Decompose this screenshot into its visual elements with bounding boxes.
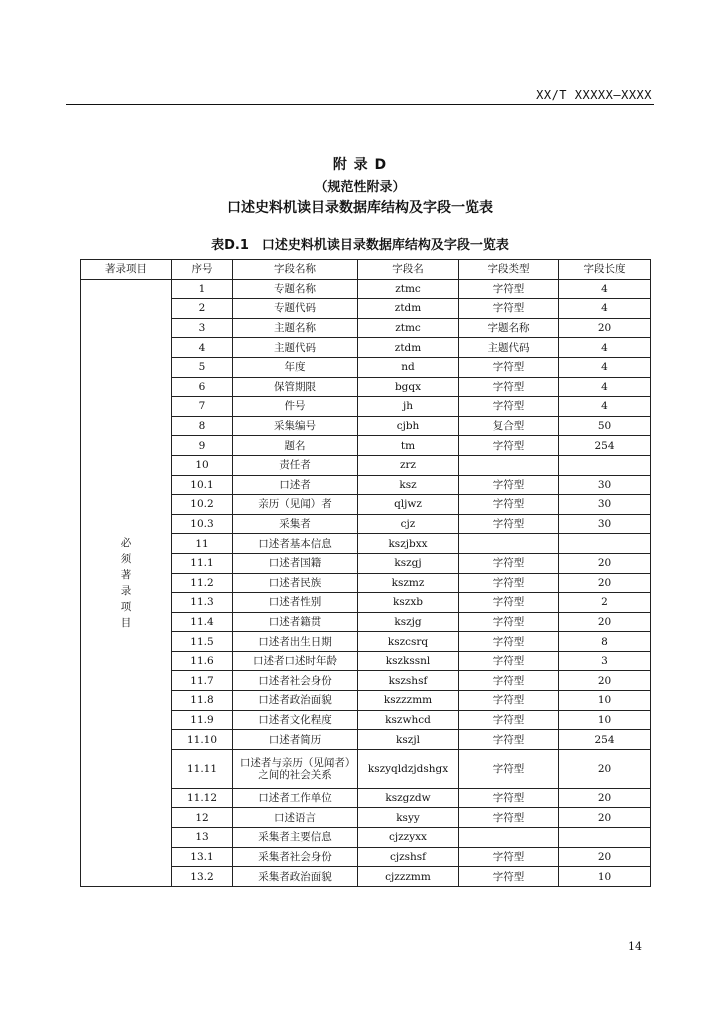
table-row xyxy=(81,279,651,299)
field-type-cell: 字符型 xyxy=(459,749,559,788)
field-type-cell: 字符型 xyxy=(459,514,559,534)
field-type-cell: 字符型 xyxy=(459,671,559,691)
field-type-cell: 复合型 xyxy=(459,416,559,436)
serial-number-cell: 11.11 xyxy=(172,749,233,788)
field-table xyxy=(80,259,651,887)
serial-number-cell: 8 xyxy=(172,416,233,436)
field-type-cell: 字符型 xyxy=(459,553,559,573)
field-name-cell: ztmc xyxy=(358,279,459,299)
field-title-cell: 专题代码 xyxy=(233,299,358,319)
field-name-cell: cjzshsf xyxy=(358,847,459,867)
field-name-cell: kszcsrq xyxy=(358,632,459,652)
group-label: 必须著录项目 xyxy=(120,536,132,629)
field-length-cell: 30 xyxy=(559,514,651,534)
serial-number-cell: 13.2 xyxy=(172,867,233,887)
field-length-cell xyxy=(559,534,651,554)
field-title-cell: 题名 xyxy=(233,436,358,456)
serial-number-cell: 11.10 xyxy=(172,730,233,750)
serial-number-cell: 9 xyxy=(172,436,233,456)
field-title-cell: 主题代码 xyxy=(233,338,358,358)
header-rule xyxy=(66,104,654,105)
field-length-cell: 4 xyxy=(559,279,651,299)
serial-number-cell: 6 xyxy=(172,377,233,397)
header-cell: 字段名称 xyxy=(233,260,358,280)
field-type-cell: 字符型 xyxy=(459,357,559,377)
serial-number-cell: 5 xyxy=(172,357,233,377)
field-name-cell: kszwhcd xyxy=(358,710,459,730)
field-title-cell: 专题名称 xyxy=(233,279,358,299)
field-type-cell: 字符型 xyxy=(459,730,559,750)
field-length-cell: 10 xyxy=(559,867,651,887)
field-length-cell: 8 xyxy=(559,632,651,652)
field-title-cell: 口述者简历 xyxy=(233,730,358,750)
field-type-cell: 字符型 xyxy=(459,867,559,887)
serial-number-cell: 11.8 xyxy=(172,691,233,711)
field-name-cell: cjzzyxx xyxy=(358,828,459,848)
field-length-cell: 30 xyxy=(559,475,651,495)
serial-number-cell: 10.1 xyxy=(172,475,233,495)
serial-number-cell: 11.1 xyxy=(172,553,233,573)
field-length-cell: 3 xyxy=(559,651,651,671)
field-length-cell: 20 xyxy=(559,671,651,691)
field-length-cell: 20 xyxy=(559,612,651,632)
field-type-cell: 字符型 xyxy=(459,612,559,632)
field-type-cell: 字符型 xyxy=(459,397,559,417)
field-length-cell: 30 xyxy=(559,495,651,515)
field-title-cell: 责任者 xyxy=(233,455,358,475)
serial-number-cell: 11.5 xyxy=(172,632,233,652)
appendix-title: 附 录 D xyxy=(332,157,388,173)
field-title-cell: 口述语言 xyxy=(233,808,358,828)
field-name-cell: kszxb xyxy=(358,593,459,613)
field-title-cell: 采集者主要信息 xyxy=(233,828,358,848)
header-cell: 著录项目 xyxy=(81,260,172,280)
serial-number-cell: 11.6 xyxy=(172,651,233,671)
field-name-cell: cjz xyxy=(358,514,459,534)
serial-number-cell: 11.9 xyxy=(172,710,233,730)
field-length-cell xyxy=(559,455,651,475)
field-type-cell: 字符型 xyxy=(459,593,559,613)
field-name-cell: ksz xyxy=(358,475,459,495)
field-type-cell xyxy=(459,828,559,848)
field-name-cell: kszjbxx xyxy=(358,534,459,554)
field-title-cell: 采集者 xyxy=(233,514,358,534)
field-type-cell: 字符型 xyxy=(459,847,559,867)
field-name-cell: tm xyxy=(358,436,459,456)
field-title-cell: 口述者 xyxy=(233,475,358,495)
appendix-subtitle: （规范性附录） xyxy=(314,180,406,195)
field-type-cell: 字符型 xyxy=(459,495,559,515)
field-type-cell: 字符型 xyxy=(459,279,559,299)
header-cell: 字段长度 xyxy=(559,260,651,280)
field-title-cell: 采集编号 xyxy=(233,416,358,436)
header-cell: 序号 xyxy=(172,260,233,280)
field-type-cell: 字题名称 xyxy=(459,318,559,338)
table-body xyxy=(81,279,651,886)
field-name-cell: kszyqldzjdshgx xyxy=(358,749,459,788)
field-title-cell: 口述者工作单位 xyxy=(233,788,358,808)
serial-number-cell: 11.3 xyxy=(172,593,233,613)
field-name-cell: kszjl xyxy=(358,730,459,750)
field-length-cell: 20 xyxy=(559,318,651,338)
field-length-cell: 10 xyxy=(559,710,651,730)
serial-number-cell: 12 xyxy=(172,808,233,828)
field-name-cell: kszjg xyxy=(358,612,459,632)
field-name-cell: ksyy xyxy=(358,808,459,828)
serial-number-cell: 1 xyxy=(172,279,233,299)
field-type-cell xyxy=(459,455,559,475)
field-type-cell: 字符型 xyxy=(459,632,559,652)
field-name-cell: zrz xyxy=(358,455,459,475)
field-type-cell: 字符型 xyxy=(459,436,559,456)
field-length-cell: 20 xyxy=(559,749,651,788)
field-title-cell: 采集者政治面貌 xyxy=(233,867,358,887)
field-type-cell: 字符型 xyxy=(459,573,559,593)
field-name-cell: kszgzdw xyxy=(358,788,459,808)
field-title-cell: 口述者社会身份 xyxy=(233,671,358,691)
serial-number-cell: 2 xyxy=(172,299,233,319)
field-length-cell: 254 xyxy=(559,730,651,750)
document-code: XX/T XXXXX—XXXX xyxy=(536,88,652,102)
serial-number-cell: 13.1 xyxy=(172,847,233,867)
field-length-cell: 254 xyxy=(559,436,651,456)
field-name-cell: kszzzmm xyxy=(358,691,459,711)
table-header-row xyxy=(81,260,651,280)
serial-number-cell: 4 xyxy=(172,338,233,358)
field-length-cell: 4 xyxy=(559,357,651,377)
field-type-cell: 字符型 xyxy=(459,808,559,828)
serial-number-cell: 11 xyxy=(172,534,233,554)
field-title-cell: 口述者文化程度 xyxy=(233,710,358,730)
serial-number-cell: 11.7 xyxy=(172,671,233,691)
field-length-cell: 20 xyxy=(559,808,651,828)
serial-number-cell: 13 xyxy=(172,828,233,848)
field-title-cell: 口述者民族 xyxy=(233,573,358,593)
field-name-cell: qljwz xyxy=(358,495,459,515)
field-title-cell: 口述者出生日期 xyxy=(233,632,358,652)
field-name-cell: cjzzzmm xyxy=(358,867,459,887)
serial-number-cell: 10.3 xyxy=(172,514,233,534)
serial-number-cell: 3 xyxy=(172,318,233,338)
field-name-cell: nd xyxy=(358,357,459,377)
field-title-cell: 口述者基本信息 xyxy=(233,534,358,554)
field-type-cell: 字符型 xyxy=(459,299,559,319)
field-name-cell: ztdm xyxy=(358,299,459,319)
field-name-cell: jh xyxy=(358,397,459,417)
field-name-cell: kszmz xyxy=(358,573,459,593)
field-type-cell: 字符型 xyxy=(459,475,559,495)
field-title-cell: 保管期限 xyxy=(233,377,358,397)
field-length-cell: 2 xyxy=(559,593,651,613)
appendix-name: 口述史料机读目录数据库结构及字段一览表 xyxy=(227,200,493,216)
field-name-cell: kszgj xyxy=(358,553,459,573)
table-caption: 表D.1 口述史料机读目录数据库结构及字段一览表 xyxy=(211,238,509,253)
page-number: 14 xyxy=(628,940,642,953)
field-length-cell: 20 xyxy=(559,573,651,593)
field-title-cell: 采集者社会身份 xyxy=(233,847,358,867)
field-name-cell: cjbh xyxy=(358,416,459,436)
serial-number-cell: 11.2 xyxy=(172,573,233,593)
serial-number-cell: 11.12 xyxy=(172,788,233,808)
field-title-cell: 件号 xyxy=(233,397,358,417)
field-length-cell: 4 xyxy=(559,377,651,397)
field-title-cell: 口述者国籍 xyxy=(233,553,358,573)
field-title-cell: 年度 xyxy=(233,357,358,377)
field-type-cell: 字符型 xyxy=(459,710,559,730)
field-name-cell: ztmc xyxy=(358,318,459,338)
field-name-cell: kszkssnl xyxy=(358,651,459,671)
serial-number-cell: 7 xyxy=(172,397,233,417)
field-name-cell: bgqx xyxy=(358,377,459,397)
field-title-cell: 口述者口述时年龄 xyxy=(233,651,358,671)
field-type-cell: 字符型 xyxy=(459,691,559,711)
header-cell: 字段名 xyxy=(358,260,459,280)
field-title-cell: 口述者与亲历（见闻者）之间的社会关系 xyxy=(233,749,358,788)
field-length-cell: 20 xyxy=(559,788,651,808)
serial-number-cell: 10.2 xyxy=(172,495,233,515)
field-length-cell: 4 xyxy=(559,299,651,319)
field-length-cell: 10 xyxy=(559,691,651,711)
serial-number-cell: 10 xyxy=(172,455,233,475)
field-type-cell xyxy=(459,534,559,554)
field-name-cell: kszshsf xyxy=(358,671,459,691)
field-length-cell: 4 xyxy=(559,397,651,417)
field-length-cell: 50 xyxy=(559,416,651,436)
field-title-cell: 口述者籍贯 xyxy=(233,612,358,632)
group-label-cell xyxy=(81,279,172,886)
field-type-cell: 字符型 xyxy=(459,788,559,808)
serial-number-cell: 11.4 xyxy=(172,612,233,632)
field-title-cell: 口述者政治面貌 xyxy=(233,691,358,711)
field-length-cell: 20 xyxy=(559,847,651,867)
field-title-cell: 亲历（见闻）者 xyxy=(233,495,358,515)
header-cell: 字段类型 xyxy=(459,260,559,280)
field-type-cell: 主题代码 xyxy=(459,338,559,358)
field-title-cell: 口述者性别 xyxy=(233,593,358,613)
field-type-cell: 字符型 xyxy=(459,377,559,397)
field-length-cell: 4 xyxy=(559,338,651,358)
field-length-cell xyxy=(559,828,651,848)
field-type-cell: 字符型 xyxy=(459,651,559,671)
field-name-cell: ztdm xyxy=(358,338,459,358)
field-title-cell: 主题名称 xyxy=(233,318,358,338)
field-length-cell: 20 xyxy=(559,553,651,573)
